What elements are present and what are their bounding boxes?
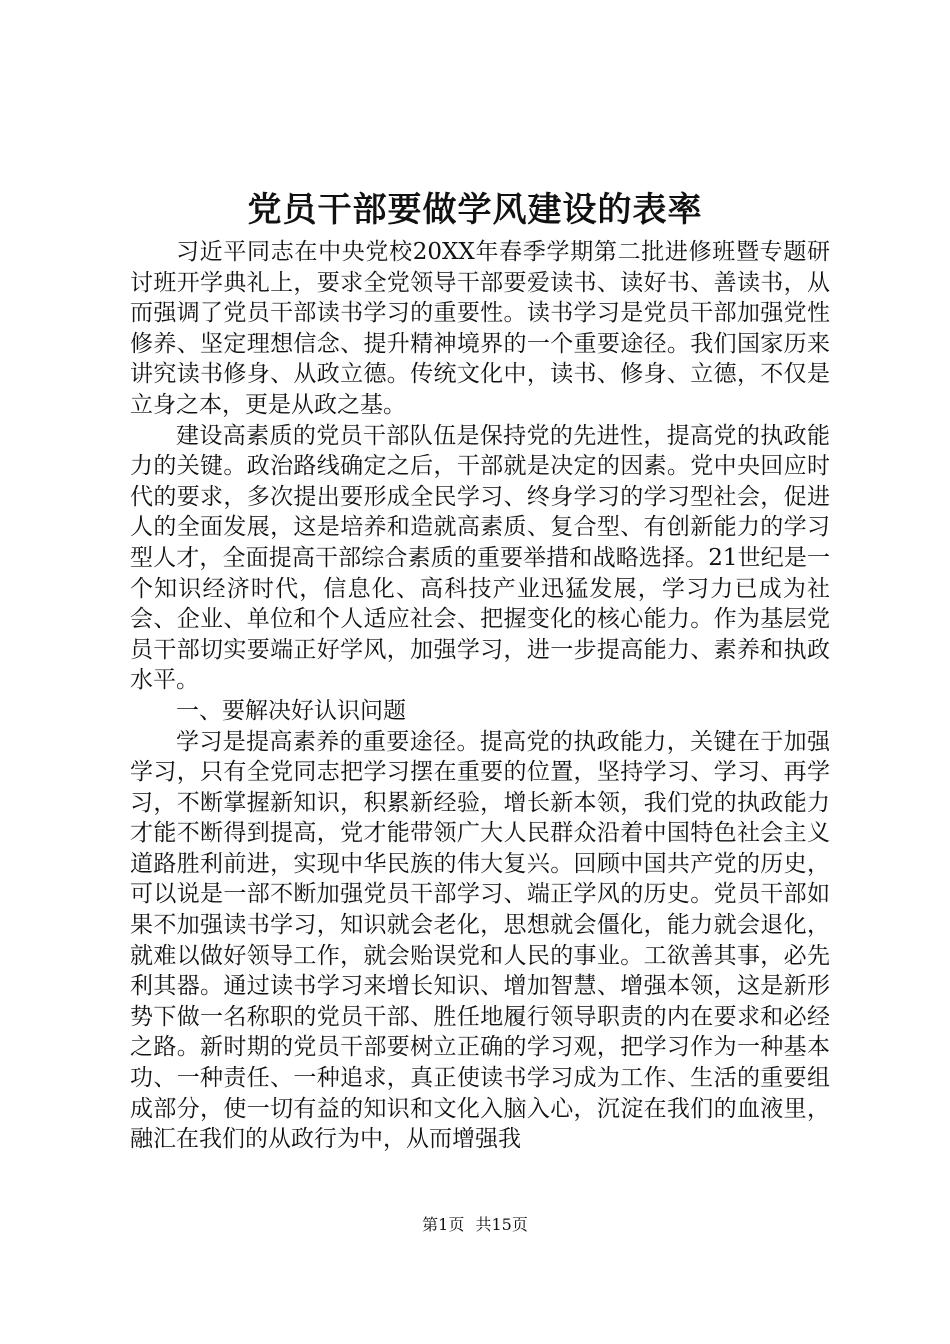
page-number: 第1页	[422, 1215, 465, 1234]
document-body	[130, 237, 830, 1155]
page-footer	[0, 1214, 950, 1236]
section-heading: 一、要解决好认识问题	[176, 697, 406, 724]
paragraph: 建设高素质的党员干部队伍是保持党的先进性，提高党的执政能力的关键。政治路线确定之后，干部就是决定的因素。党中央回应时代的要求，多次提出要形成全民学习、终身学习的学习型社会，促进人的全面发展，这是培养和造就高素质、复合型、有创新能力的学习型人才，全面提高干部综合素质的重要举措和战略选择。21世纪是一个知识经济时代，信息化、高科技产业迅猛发展，学习力已成为社会、企业、单位和个人适应社会、把握变化的核心能力。作为基层党员干部切实要端正好学风，加强学习，进一步提高能力、素养和执政水平。	[130, 422, 830, 694]
paragraph: 习近平同志在中央党校20XX年春季学期第二批进修班暨专题研讨班开学典礼上，要求全党领导干部要爱读书、读好书、善读书，从而强调了党员干部读书学习的重要性。读书学习是党员干部加强党性修养、坚定理想信念、提升精神境界的一个重要途径。我们国家历来讲究读书修身、从政立德。传统文化中，读书、修身、立德，不仅是立身之本，更是从政之基。	[130, 239, 830, 418]
paragraph: 学习是提高素养的重要途径。提高党的执政能力，关键在于加强学习，只有全党同志把学习摆在重要的位置，坚持学习、学习、再学习，不断掌握新知识，积累新经验，增长新本领，我们党的执政能力才能不断得到提高，党才能带领广大人民群众沿着中国特色社会主义道路胜利前进，实现中华民族的伟大复兴。回顾中国共产党的历史，可以说是一部不断加强党员干部学习、端正学风的历史。党员干部如果不加强读书学习，知识就会老化，思想就会僵化，能力就会退化，就难以做好领导工作，就会贻误党和人民的事业。工欲善其事，必先利其器。通过读书学习来增长知识、增加智慧、增强本领，这是新形势下做一名称职的党员干部、胜任地履行领导职责的内在要求和必经之路。新时期的党员干部要树立正确的学习观，把学习作为一种基本功、一种责任、一种追求，真正使读书学习成为工作、生活的重要组成部分，使一切有益的知识和文化入脑入心，沉淀在我们的血液里，融汇在我们的从政行为中，从而增强我	[130, 728, 830, 1153]
page-total: 共15页	[475, 1215, 528, 1234]
document-title: 党员干部要做学风建设的表率	[247, 190, 703, 230]
